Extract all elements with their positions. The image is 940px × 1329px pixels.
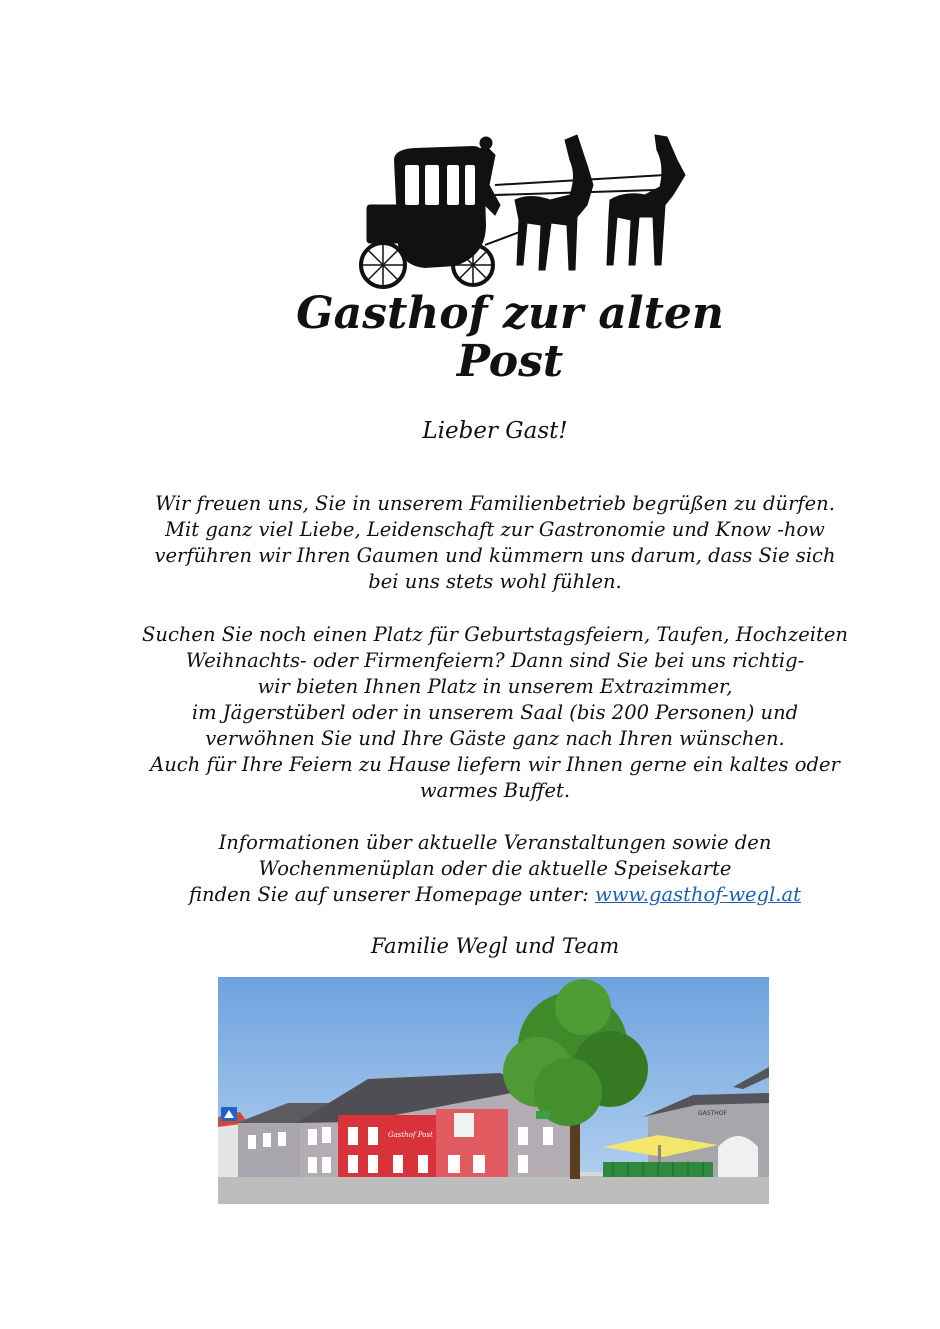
events-line: Weihnachts- oder Firmenfeiern? Dann sind Sie bei uns richtig-: [185, 649, 805, 672]
greeting: Lieber Gast!: [422, 418, 568, 444]
arch-sign-text: GASTHOF: [698, 1110, 727, 1117]
homepage-link[interactable]: www.gasthof-wegl.at: [595, 883, 801, 906]
info-prefix: finden Sie auf unserer Homepage unter:: [189, 883, 596, 906]
carriage-horses-logo: [355, 105, 700, 295]
events-line: Suchen Sie noch einen Platz für Geburtstagsfeiern, Taufen, Hochzeiten: [142, 623, 848, 646]
welcome-line: Wir freuen uns, Sie in unserem Familienbetrieb begrüßen zu dürfen.: [155, 492, 835, 515]
inn-sign-text: Gasthof Post: [388, 1131, 433, 1139]
signature: Familie Wegl und Team: [370, 934, 620, 958]
events-line: verwöhnen Sie und Ihre Gäste ganz nach Ihren wünschen.: [205, 727, 785, 750]
inn-building-photo: [218, 977, 769, 1204]
info-line: Informationen über aktuelle Veranstaltungen sowie den: [218, 831, 772, 854]
welcome-line: verführen wir Ihren Gaumen und kümmern uns darum, dass Sie sich: [154, 544, 836, 567]
page-title: [0, 290, 940, 386]
welcome-paragraph: [0, 491, 940, 595]
info-line-with-link: [0, 882, 940, 908]
welcome-line: Mit ganz viel Liebe, Leidenschaft zur Gastronomie und Know -how: [165, 518, 825, 541]
info-line: Wochenmenüplan oder die aktuelle Speisekarte: [258, 857, 732, 880]
events-line: warmes Buffet.: [419, 779, 571, 802]
title-line-2: Post: [456, 336, 564, 387]
events-paragraph: [0, 622, 940, 804]
welcome-line: bei uns stets wohl fühlen.: [368, 570, 622, 593]
title-line-1: Gasthof zur alten: [296, 288, 724, 339]
events-line: wir bieten Ihnen Platz in unserem Extrazimmer,: [257, 675, 733, 698]
info-paragraph: [0, 830, 940, 908]
events-line: Auch für Ihre Feiern zu Hause liefern wir Ihnen gerne ein kaltes oder: [150, 753, 840, 776]
events-line: im Jägerstüberl oder in unserem Saal (bis 200 Personen) und: [191, 701, 799, 724]
